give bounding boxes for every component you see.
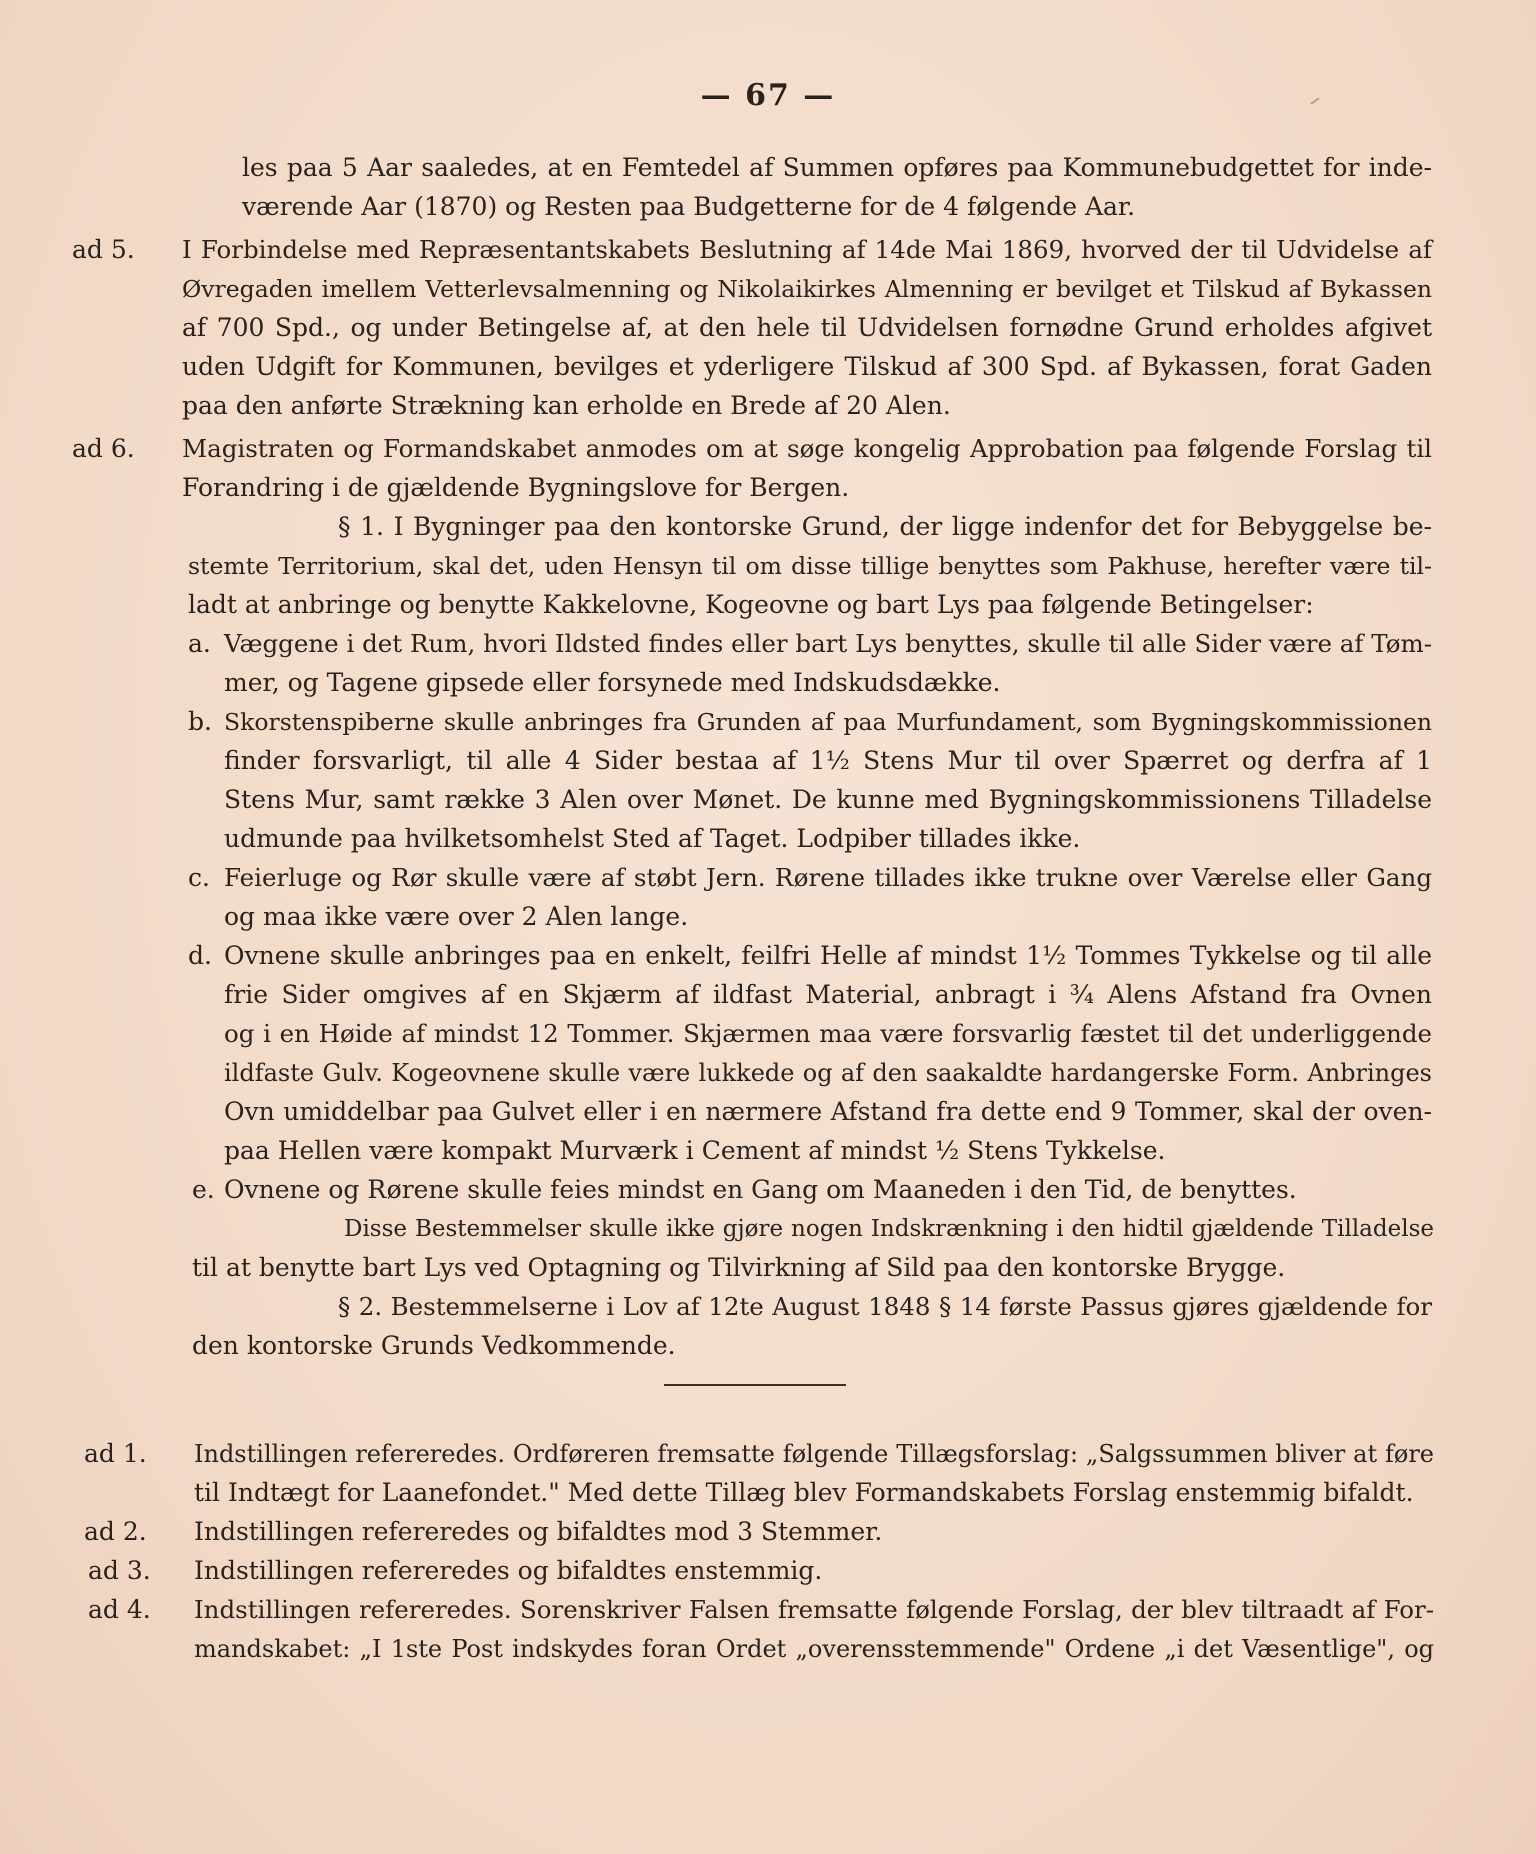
- item-label-ad6: ad 6.: [72, 434, 135, 463]
- text-line: frie Sider omgives af en Skjærm af ildfast Material, anbragt i ¾ Alens Afstand fra Ovnen: [224, 980, 1432, 1009]
- text-line: den kontorske Grunds Vedkommende.: [192, 1331, 676, 1360]
- text-line: Magistraten og Formandskabet anmodes om at søge kongelig Approbation paa følgende Forslag til: [182, 434, 1432, 463]
- text-line: les paa 5 Aar saaledes, at en Femtedel af Summen opføres paa Kommunebudgettet for inde-: [242, 153, 1432, 182]
- text-line: mer, og Tagene gipsede eller forsynede med Indskudsdække.: [224, 668, 1001, 697]
- item-label-ad5: ad 5.: [72, 235, 135, 264]
- item-label-ad2: ad 2.: [84, 1517, 147, 1546]
- text-line: paa Hellen være kompakt Murværk i Cement af mindst ½ Stens Tykkelse.: [224, 1136, 1166, 1165]
- subitem-label-d: d.: [188, 941, 212, 970]
- text-line: uden Udgift for Kommunen, bevilges et yderligere Tilskud af 300 Spd. af Bykassen, forat Gaden: [182, 352, 1432, 381]
- text-line: Indstillingen refereredes og bifaldtes enstemmig.: [194, 1556, 823, 1585]
- text-line: Øvregaden imellem Vetterlevsalmenning og Nikolaikirkes Almenning er bevilget et Tilskud af Bykassen: [182, 275, 1432, 303]
- text-line: ildfaste Gulv. Kogeovnene skulle være lukkede og af den saakaldte hardangerske Form. Anbringes: [224, 1059, 1432, 1087]
- text-line: I Forbindelse med Repræsentantskabets Beslutning af 14de Mai 1869, hvorved der til Udvidelse af: [182, 235, 1432, 264]
- subitem-label-c: c.: [188, 863, 210, 892]
- text-line: Feierluge og Rør skulle være af støbt Jern. Rørene tillades ikke trukne over Værelse eller Gang: [224, 863, 1432, 892]
- text-line: § 2. Bestemmelserne i Lov af 12te August 1848 § 14 første Passus gjøres gjældende for: [338, 1292, 1432, 1321]
- text-line: til at benytte bart Lys ved Optagning og Tilvirkning af Sild paa den kontorske Brygge.: [192, 1253, 1286, 1282]
- text-line: Indstillingen refereredes. Ordføreren fremsatte følgende Tillægsforslag: „Salgssummen bliver at føre: [194, 1440, 1434, 1468]
- text-line: og i en Høide af mindst 12 Tommer. Skjærmen maa være forsvarlig fæstet til det underliggende: [224, 1019, 1432, 1048]
- text-line: Ovn umiddelbar paa Gulvet eller i en nærmere Afstand fra dette end 9 Tommer, skal der oven-: [224, 1097, 1432, 1126]
- text-line: Stens Mur, samt række 3 Alen over Mønet. De kunne med Bygningskommissionens Tilladelse: [224, 785, 1432, 814]
- text-line: Indstillingen refereredes. Sorenskriver Falsen fremsatte følgende Forslag, der blev tiltraadt af For-: [194, 1595, 1434, 1624]
- text-line: § 1. I Bygninger paa den kontorske Grund, der ligge indenfor det for Bebyggelse be-: [338, 512, 1432, 541]
- page-number: — 67 —: [700, 78, 836, 113]
- text-line: finder forsvarligt, til alle 4 Sider bestaa af 1½ Stens Mur til over Spærret og derfra af 1: [224, 746, 1432, 775]
- text-line: Væggene i det Rum, hvori Ildsted findes eller bart Lys benyttes, skulle til alle Sider være af Tøm-: [224, 629, 1432, 658]
- item-label-ad1: ad 1.: [84, 1439, 147, 1468]
- section-divider: [664, 1384, 846, 1386]
- text-line: Ovnene og Rørene skulle feies mindst en Gang om Maaneden i den Tid, de benyttes.: [224, 1175, 1297, 1204]
- text-line: og maa ikke være over 2 Alen lange.: [224, 902, 689, 931]
- text-line: stemte Territorium, skal det, uden Hensyn til om disse tillige benyttes som Pakhuse, herefter være til-: [188, 552, 1432, 580]
- text-line: af 700 Spd., og under Betingelse af, at den hele til Udvidelsen fornødne Grund erholdes afgivet: [182, 313, 1432, 342]
- text-line: Skorstenspiberne skulle anbringes fra Grunden af paa Murfundament, som Bygningskommissionen: [224, 708, 1432, 736]
- text-line: værende Aar (1870) og Resten paa Budgetterne for de 4 følgende Aar.: [242, 192, 1136, 221]
- text-line: Forandring i de gjældende Bygningslove for Bergen.: [182, 473, 850, 502]
- item-label-ad3: ad 3.: [88, 1556, 151, 1585]
- text-line: til Indtægt for Laanefondet." Med dette Tillæg blev Formandskabets Forslag enstemmig bifaldt.: [194, 1478, 1414, 1507]
- item-label-ad4: ad 4.: [88, 1595, 151, 1624]
- text-line: Indstillingen refereredes og bifaldtes mod 3 Stemmer.: [194, 1517, 883, 1546]
- text-line: Disse Bestemmelser skulle ikke gjøre nogen Indskrænkning i den hidtil gjældende Tilladelse: [344, 1216, 1434, 1242]
- text-line: ladt at anbringe og benytte Kakkelovne, Kogeovne og bart Lys paa følgende Betingelser:: [188, 590, 1314, 619]
- subitem-label-e: e.: [192, 1175, 215, 1204]
- text-line: mandskabet: „I 1ste Post indskydes foran Ordet „overensstemmende" Ordene „i det Væsentlige", og: [194, 1635, 1434, 1663]
- text-line: Ovnene skulle anbringes paa en enkelt, feilfri Helle af mindst 1½ Tommes Tykkelse og til alle: [224, 941, 1432, 970]
- text-line: paa den anførte Strækning kan erholde en Brede af 20 Alen.: [182, 391, 951, 420]
- subitem-label-a: a.: [188, 629, 211, 658]
- subitem-label-b: b.: [188, 707, 212, 736]
- text-line: udmunde paa hvilketsomhelst Sted af Taget. Lodpiber tillades ikke.: [224, 824, 1081, 853]
